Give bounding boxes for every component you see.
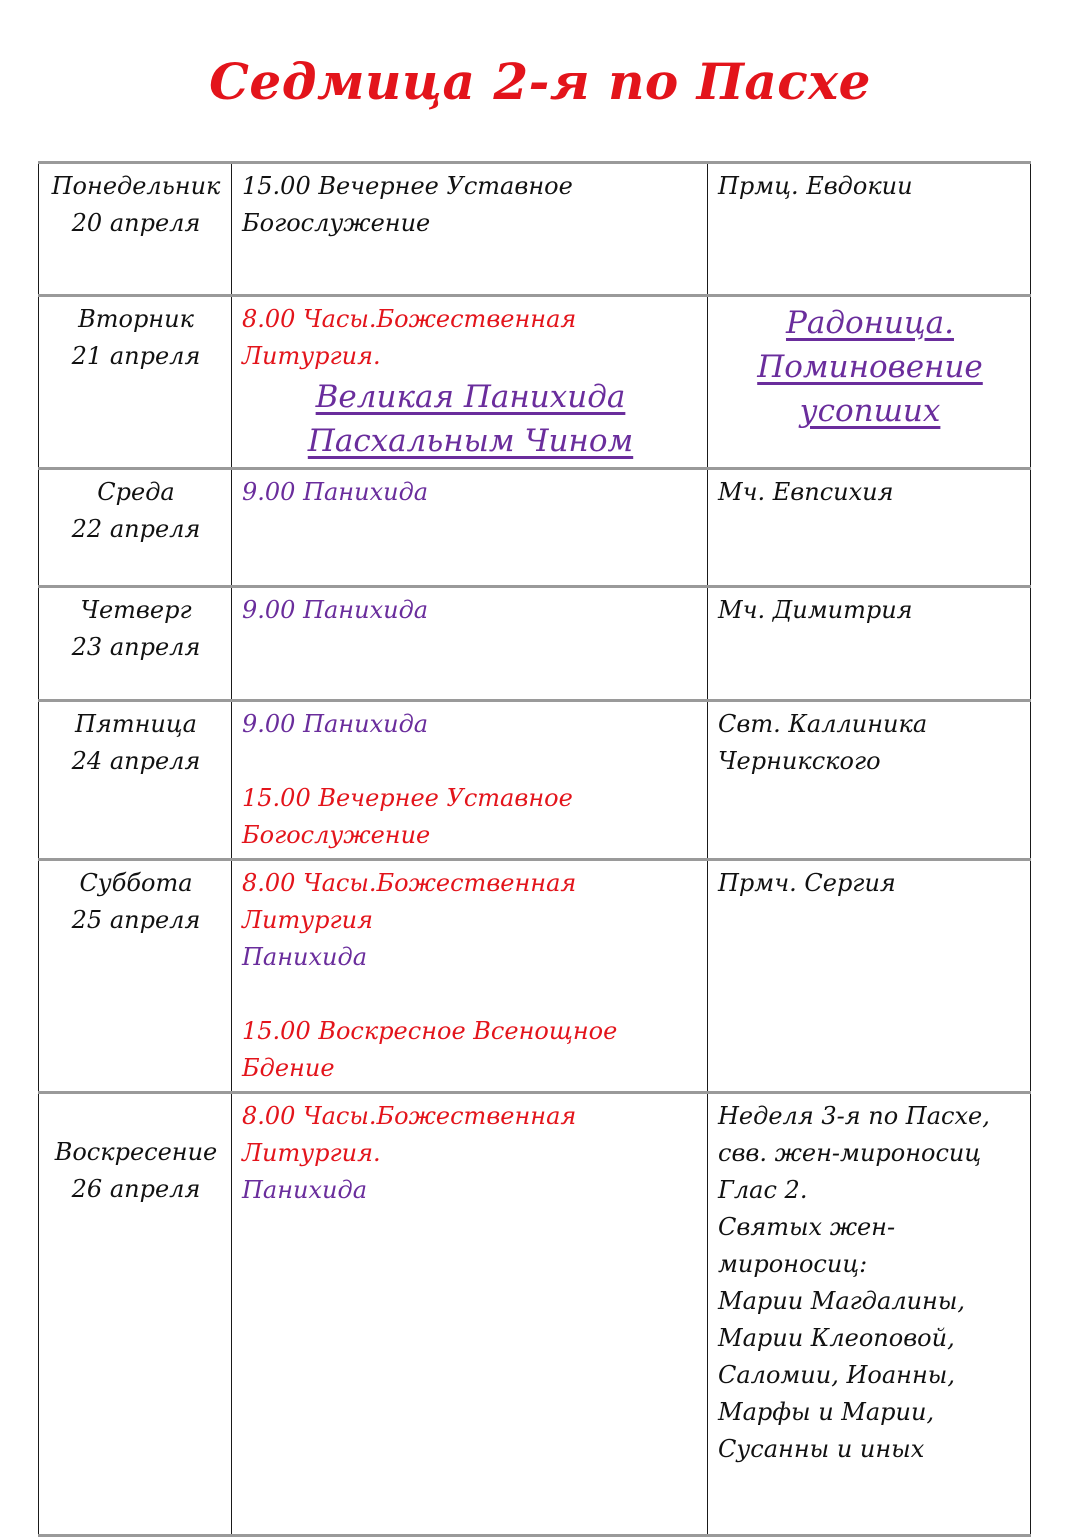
day-date: 23 апреля	[71, 633, 201, 661]
day-date: 24 апреля	[71, 747, 201, 775]
day-name: Воскресение	[54, 1138, 218, 1166]
saint-cell	[708, 1093, 1031, 1536]
saint-line: усопших	[799, 393, 941, 429]
table-row	[39, 587, 1031, 701]
saint-line: Глас 2.	[718, 1176, 808, 1204]
saint-line: Мч. Димитрия	[718, 596, 913, 624]
day-name: Суббота	[79, 869, 193, 897]
saint-line: Марии Магдалины,	[718, 1287, 966, 1315]
service-item: Панихида	[242, 1176, 368, 1204]
saint-line: Саломии, Иоанны,	[718, 1361, 955, 1389]
services-cell	[232, 296, 708, 469]
saint-line: Неделя 3-я по Пасхе,	[718, 1102, 990, 1130]
day-name: Четверг	[80, 596, 192, 624]
saint-line: Марии Клеоповой,	[718, 1324, 955, 1352]
service-item: 15.00 Вечернее Уставное Богослужение	[242, 172, 573, 237]
page-title: Седмица 2-я по Пасхе	[209, 52, 871, 111]
services-cell	[232, 860, 708, 1093]
saint-line: Свт. Каллиника	[718, 710, 928, 738]
saint-cell	[708, 296, 1031, 469]
table-row	[39, 469, 1031, 587]
spacer	[242, 743, 699, 780]
service-item-emphasis: Великая Панихида	[315, 379, 626, 415]
service-item-emphasis: Пасхальным Чином	[307, 423, 634, 459]
saint-line: Поминовение	[757, 349, 983, 385]
table-row	[39, 296, 1031, 469]
day-date: 20 апреля	[71, 209, 201, 237]
day-cell	[39, 860, 232, 1093]
service-item: 8.00 Часы.Божественная Литургия.	[242, 305, 577, 370]
service-item: 9.00 Панихида	[242, 596, 429, 624]
day-name: Среда	[97, 478, 175, 506]
day-cell	[39, 469, 232, 587]
saint-line: свв. жен-мироносиц	[718, 1139, 982, 1167]
saint-line: Прмц. Евдокии	[718, 172, 913, 200]
spacer	[242, 976, 699, 1013]
services-cell	[232, 1093, 708, 1536]
saint-cell	[708, 587, 1031, 701]
day-date: 26 апреля	[71, 1175, 201, 1203]
service-item: 9.00 Панихида	[242, 710, 429, 738]
saint-line: Мч. Евпсихия	[718, 478, 894, 506]
day-name: Понедельник	[51, 172, 221, 200]
schedule-table	[38, 161, 1031, 1537]
day-date: 25 апреля	[71, 906, 201, 934]
saint-cell	[708, 469, 1031, 587]
day-name: Пятница	[75, 710, 197, 738]
saint-line: Черникского	[718, 747, 881, 775]
services-cell	[232, 587, 708, 701]
service-item: 15.00 Воскресное Всенощное Бдение	[242, 1017, 618, 1082]
saint-line: Прмч. Сергия	[718, 869, 896, 897]
saint-cell	[708, 860, 1031, 1093]
table-row	[39, 860, 1031, 1093]
services-cell	[232, 701, 708, 860]
day-cell	[39, 163, 232, 296]
service-item: 8.00 Часы.Божественная Литургия.	[242, 1102, 577, 1167]
day-cell	[39, 296, 232, 469]
saint-cell	[708, 701, 1031, 860]
service-item: 15.00 Вечернее Уставное Богослужение	[242, 784, 573, 849]
saint-line: Радоница.	[785, 305, 954, 341]
table-row	[39, 701, 1031, 860]
services-cell	[232, 163, 708, 296]
saint-line: Марфы и Марии,	[718, 1398, 935, 1426]
services-cell	[232, 469, 708, 587]
service-item: 9.00 Панихида	[242, 478, 429, 506]
saint-line: Сусанны и иных	[718, 1435, 925, 1463]
service-item: 8.00 Часы.Божественная Литургия	[242, 869, 577, 934]
day-cell	[39, 701, 232, 860]
service-item: Панихида	[242, 943, 368, 971]
day-date: 21 апреля	[71, 342, 201, 370]
saint-line: мироносиц:	[718, 1250, 868, 1278]
day-cell	[39, 1093, 232, 1536]
day-cell	[39, 587, 232, 701]
saint-cell	[708, 163, 1031, 296]
table-row	[39, 163, 1031, 296]
day-name: Вторник	[78, 305, 194, 333]
day-date: 22 апреля	[71, 515, 201, 543]
table-row	[39, 1093, 1031, 1536]
saint-line: Святых жен-	[718, 1213, 896, 1241]
